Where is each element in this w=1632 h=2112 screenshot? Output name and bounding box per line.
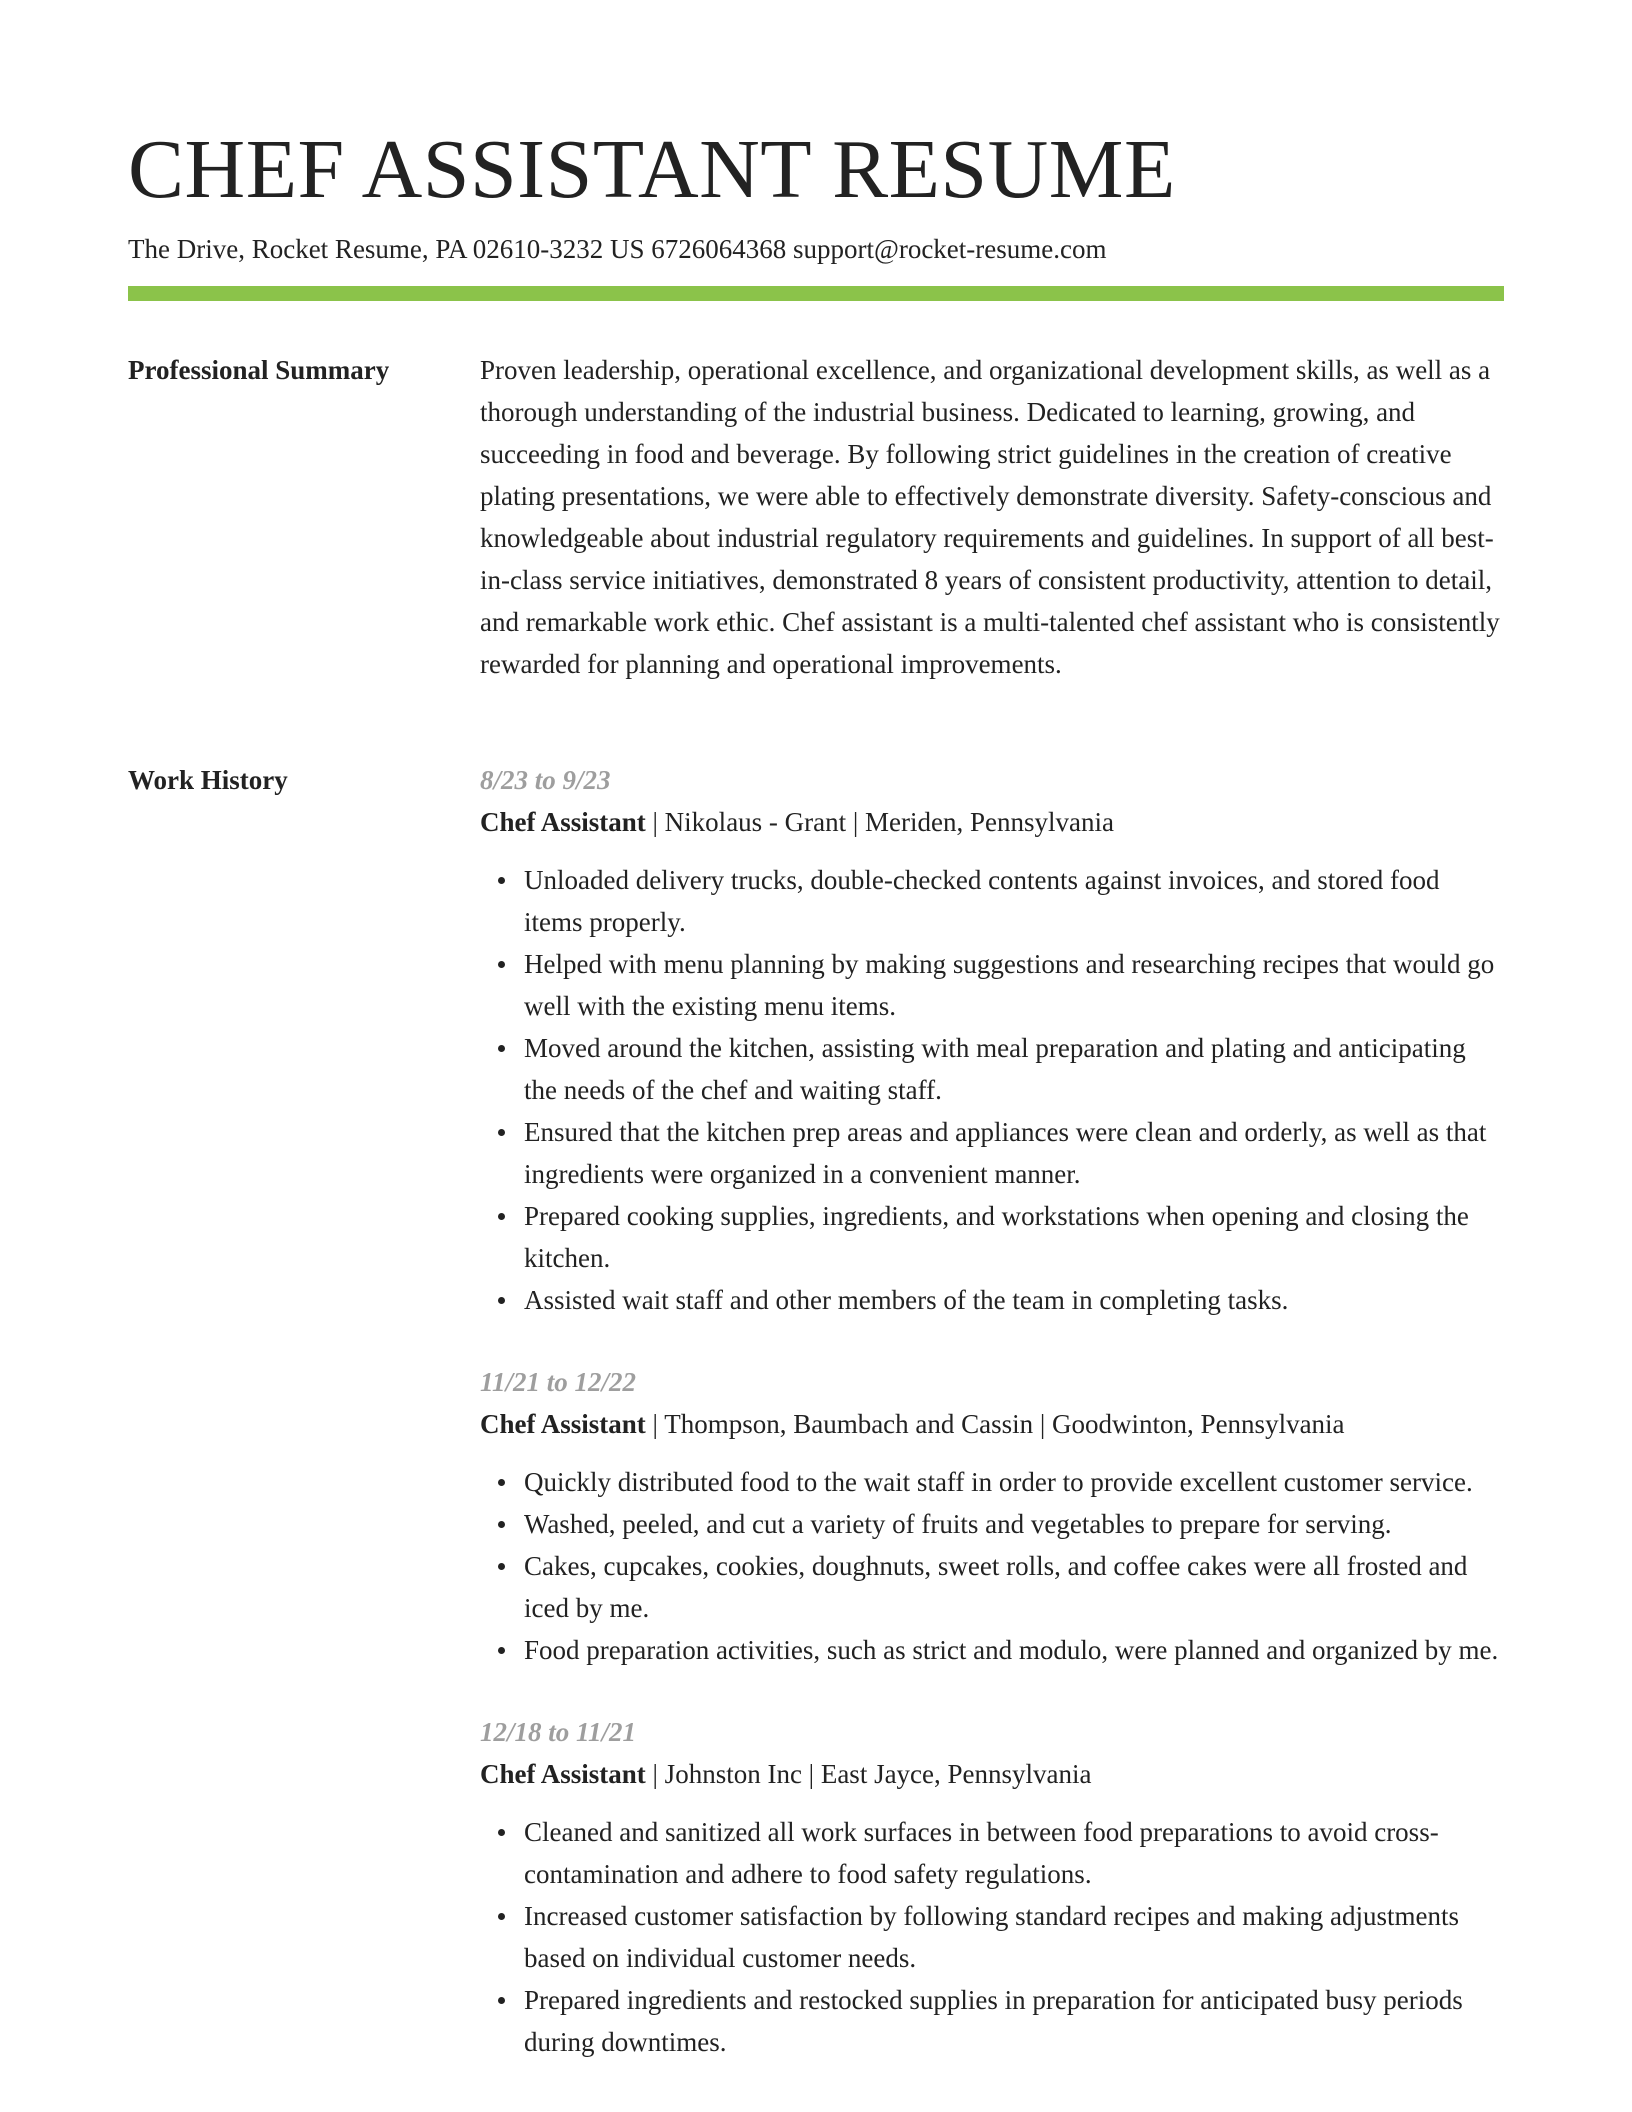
job-dates: 11/21 to 12/22 (480, 1367, 637, 1397)
duty-item: Assisted wait staff and other members of the team in completing tasks. (524, 1279, 1504, 1321)
job-entry (480, 1361, 1504, 1671)
work-history-body (480, 759, 1504, 2103)
job-employer-location: | Nikolaus - Grant | Meriden, Pennsylvania (645, 807, 1114, 837)
job-title: Chef Assistant (480, 807, 646, 837)
duty-item: Quickly distributed food to the wait staff in order to provide excellent customer service. (524, 1461, 1504, 1503)
job-heading (480, 1753, 1504, 1795)
duty-list (480, 1811, 1504, 2063)
job-heading (480, 801, 1504, 843)
section-label-work-history: Work History (128, 765, 288, 795)
job-employer-location: | Thompson, Baumbach and Cassin | Goodwinton, Pennsylvania (645, 1409, 1345, 1439)
job-dates: 12/18 to 11/21 (480, 1717, 637, 1747)
job-heading (480, 1403, 1504, 1445)
job-title: Chef Assistant (480, 1759, 646, 1789)
job-entry (480, 1711, 1504, 2063)
job-employer-location: | Johnston Inc | East Jayce, Pennsylvania (645, 1759, 1092, 1789)
duty-item: Food preparation activities, such as strict and modulo, were planned and organized by me. (524, 1629, 1504, 1671)
duty-item: Unloaded delivery trucks, double-checked contents against invoices, and stored food items properly. (524, 859, 1504, 943)
job-entry (480, 759, 1504, 1321)
accent-divider (128, 286, 1504, 301)
summary-body (480, 349, 1504, 685)
duty-item: Ensured that the kitchen prep areas and appliances were clean and orderly, as well as that ingredients were organized in a convenient manner. (524, 1111, 1504, 1195)
duty-item: Prepared ingredients and restocked supplies in preparation for anticipated busy periods during downtimes. (524, 1979, 1504, 2063)
duty-item: Helped with menu planning by making suggestions and researching recipes that would go well with the existing menu items. (524, 943, 1504, 1027)
resume-title: CHEF ASSISTANT RESUME (128, 123, 1176, 216)
duty-list (480, 859, 1504, 1321)
duty-item: Cleaned and sanitized all work surfaces in between food preparations to avoid cross-contamination and adhere to food safety regulations. (524, 1811, 1504, 1895)
duty-item: Increased customer satisfaction by following standard recipes and making adjustments based on individual customer needs. (524, 1895, 1504, 1979)
summary-text: Proven leadership, operational excellence, and organizational development skills, as well as a thorough understanding of the industrial business. Dedicated to learning, growing, and succeeding in food and beverage. By following strict guidelines in the creation of creative plating presentations, we were able to effectively demonstrate diversity. Safety-conscious and knowledgeable about industrial regulatory requirements and guidelines. In support of all best-in-class service initiatives, demonstrated 8 years of consistent productivity, attention to detail, and remarkable work ethic. Chef assistant is a multi-talented chef assistant who is consistently rewarded for planning and operational improvements. (480, 355, 1500, 679)
contact-line: The Drive, Rocket Resume, PA 02610-3232 US 6726064368 support@rocket-resume.com (128, 234, 1107, 264)
duty-item: Moved around the kitchen, assisting with meal preparation and plating and anticipating the needs of the chef and waiting staff. (524, 1027, 1504, 1111)
section-label-summary: Professional Summary (128, 355, 390, 385)
duty-item: Prepared cooking supplies, ingredients, and workstations when opening and closing the kitchen. (524, 1195, 1504, 1279)
duty-item: Washed, peeled, and cut a variety of fruits and vegetables to prepare for serving. (524, 1503, 1504, 1545)
duty-list (480, 1461, 1504, 1671)
job-dates: 8/23 to 9/23 (480, 765, 611, 795)
job-title: Chef Assistant (480, 1409, 646, 1439)
duty-item: Cakes, cupcakes, cookies, doughnuts, sweet rolls, and coffee cakes were all frosted and iced by me. (524, 1545, 1504, 1629)
